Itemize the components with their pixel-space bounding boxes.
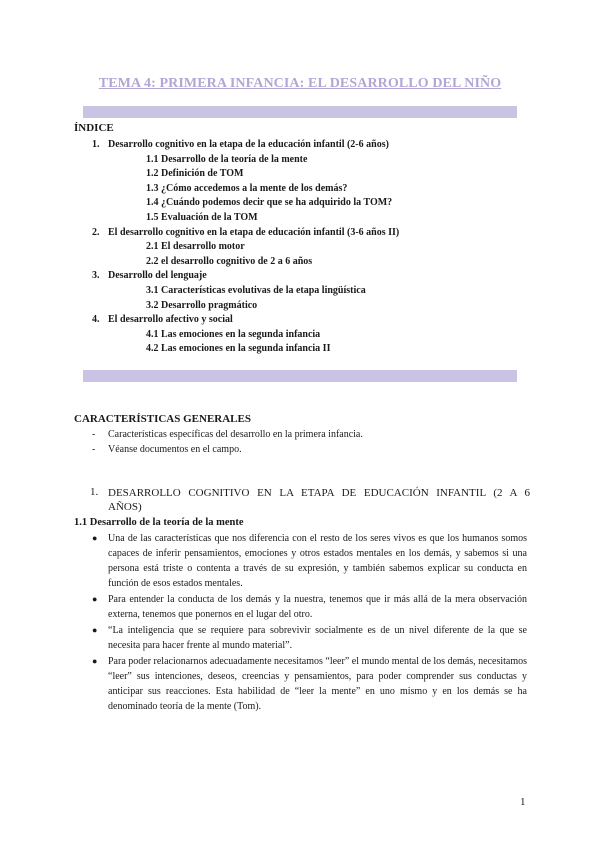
- dash-marker: -: [92, 443, 96, 455]
- bullet-icon: ●: [92, 625, 98, 635]
- toc-entry: [0, 240, 600, 255]
- toc-text: 4.1 Las emociones en la segunda infancia: [146, 328, 321, 340]
- section-title-line-1: DESARROLLO COGNITIVO EN LA ETAPA DE EDUCACIÓN INFANTIL (2 A 6: [108, 487, 530, 499]
- toc-text: El desarrollo afectivo y social: [108, 314, 233, 326]
- toc-entry: [0, 153, 600, 168]
- toc-entry: [0, 313, 600, 328]
- toc-text: 1.2 Definición de TOM: [146, 168, 244, 180]
- table-of-contents: [0, 138, 600, 357]
- toc-entry: [0, 138, 600, 153]
- bullet-text: Para poder relacionarnos adecuadamente necesitamos “leer” el mundo mental de los demás, necesitamos “leer” sus intenciones, deseos, creencias y pensamientos, para poder comprender sus conductas y anticipar sus reacciones. Esta habilidad de “leer la mente” en uno mismo y en los demás se ha denominado teoría de la mente (Tom).: [108, 656, 527, 712]
- toc-text: 4.2 Las emociones en la segunda infancia II: [146, 343, 331, 355]
- toc-entry: [0, 328, 600, 343]
- list-item-text: Características específicas del desarrollo en la primera infancia.: [108, 429, 363, 440]
- toc-entry: [0, 182, 600, 197]
- toc-text: 1.4 ¿Cuándo podemos decir que se ha adquirido la TOM?: [146, 197, 393, 209]
- toc-entry: [0, 284, 600, 299]
- decorative-bar-bottom: [83, 370, 517, 382]
- bullet-item: [0, 654, 600, 714]
- bullet-icon: ●: [92, 594, 98, 604]
- toc-number: 3.: [92, 270, 100, 282]
- document-title: TEMA 4: PRIMERA INFANCIA: EL DESARROLLO DEL NIÑO: [98, 76, 502, 91]
- bullet-text: Una de las características que nos diferencia con el resto de los seres vivos es que los humanos somos capaces de inferir pensamientos, emociones y otros estados mentales en los demás, y sabemos si una persona está triste o contenta a través de su expresión, y también sabemos explicar su conducta en función de esos estados mentales.: [108, 533, 527, 589]
- toc-entry: [0, 211, 600, 226]
- bullet-item: [0, 623, 600, 653]
- bullet-icon: ●: [92, 533, 98, 543]
- bullet-list: [0, 531, 600, 715]
- dash-marker: -: [92, 429, 96, 440]
- toc-text: 1.3 ¿Cómo accedemos a la mente de los demás?: [146, 182, 348, 194]
- toc-entry: [0, 299, 600, 314]
- toc-text: Desarrollo cognitivo en la etapa de la educación infantil (2-6 años): [108, 139, 389, 150]
- bullet-text: “La inteligencia que se requiere para sobrevivir socialmente es de un nivel diferente de la que se necesita para hacer frente al mundo material”.: [108, 625, 527, 651]
- toc-text: 1.1 Desarrollo de la teoría de la mente: [146, 153, 308, 165]
- bullet-item: [0, 531, 600, 591]
- toc-text: 3.2 Desarrollo pragmático: [146, 299, 258, 311]
- list-item-text: Véanse documentos en el campo.: [108, 443, 242, 455]
- page-number: 1: [520, 796, 526, 808]
- toc-number: 4.: [92, 314, 100, 326]
- toc-text: El desarrollo cognitivo en la etapa de educación infantil (3-6 años II): [108, 226, 400, 238]
- toc-number: 1.: [92, 139, 100, 150]
- bullet-text: Para entender la conducta de los demás y la nuestra, tenemos que ir más allá de la mera observación externa, tenemos que ponernos en el lugar del otro.: [108, 594, 527, 620]
- general-heading: CARACTERÍSTICAS GENERALES: [74, 413, 251, 425]
- toc-text: Desarrollo del lenguaje: [108, 270, 207, 282]
- subsection-heading: 1.1 Desarrollo de la teoría de la mente: [74, 517, 244, 528]
- toc-entry: [0, 196, 600, 211]
- section-heading: [90, 486, 530, 514]
- bullet-icon: ●: [92, 656, 98, 666]
- toc-entry: [0, 226, 600, 241]
- toc-number: 2.: [92, 226, 100, 238]
- toc-entry: [0, 269, 600, 284]
- toc-entry: [0, 342, 600, 357]
- toc-text: 2.1 El desarrollo motor: [146, 241, 245, 253]
- toc-text: 1.5 Evaluación de la TOM: [146, 211, 258, 223]
- general-list: [0, 428, 600, 457]
- list-item: [0, 428, 600, 443]
- decorative-bar-top: [83, 106, 517, 118]
- toc-text: 2.2 el desarrollo cognitivo de 2 a 6 años: [146, 255, 313, 267]
- section-number: 1.: [90, 486, 99, 498]
- toc-text: 3.1 Características evolutivas de la etapa lingüística: [146, 284, 366, 296]
- toc-entry: [0, 255, 600, 270]
- toc-entry: [0, 167, 600, 182]
- index-heading: ÍNDICE: [74, 122, 114, 134]
- list-item: [0, 443, 600, 458]
- section-title-line-2: AÑOS): [108, 501, 142, 513]
- bullet-item: [0, 592, 600, 622]
